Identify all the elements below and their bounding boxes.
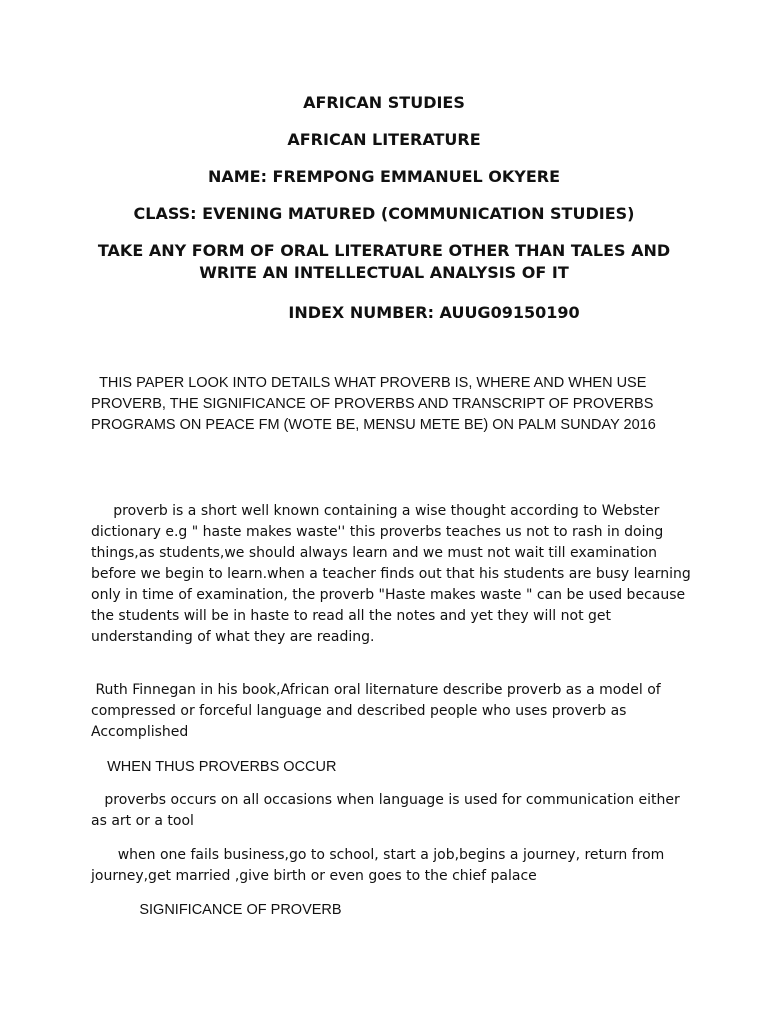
when-heading: WHEN THUS PROVERBS OCCUR <box>91 759 337 775</box>
course-subtitle: AFRICAN LITERATURE <box>287 130 481 149</box>
course-title: AFRICAN STUDIES <box>303 93 465 112</box>
student-name: NAME: FREMPONG EMMANUEL OKYERE <box>207 167 561 186</box>
occasions-paragraph: proverbs occurs on all occasions when language is used for communication either as art or a tool <box>91 792 685 829</box>
finnegan-paragraph: Ruth Finnegan in his book,African oral liternature describe proverb as a model of compressed or forceful language and described people who uses proverb as Accomplished <box>91 682 666 740</box>
index-number: INDEX NUMBER: AUUG09150190 <box>288 303 580 322</box>
significance-heading: SIGNIFICANCE OF PROVERB <box>91 902 342 918</box>
intro-paragraph: THIS PAPER LOOK INTO DETAILS WHAT PROVERB IS, WHERE AND WHEN USE PROVERB, THE SIGNIFICANCE OF PROVERBS AND TRANSCRIPT OF PROVERBS PROGRAMS ON PEACE FM (WOTE BE, MENSU METE BE) ON PALM SUNDAY 2016 <box>91 375 658 433</box>
student-class: CLASS: EVENING MATURED (COMMUNICATION STUDIES) <box>133 204 635 223</box>
definition-paragraph: proverb is a short well known containing a wise thought according to Webster dictionary e.g " haste makes waste'' this proverbs teaches us not to rash in doing things,as students,we should always learn and we must not wait till examination before we begin to learn.when a teacher finds out that his students are busy learning only in time of examination, the proverb "Haste makes waste " can be used because the students will be in haste to read all the notes and yet they will not get understanding of what they are reading. <box>91 503 696 645</box>
assignment-question: TAKE ANY FORM OF ORAL LITERATURE OTHER THAN TALES AND WRITE AN INTELLECTUAL ANALYSIS OF IT <box>97 241 671 282</box>
examples-paragraph: when one fails business,go to school, start a job,begins a journey, return from journey,get married ,give birth or even goes to the chief palace <box>91 847 669 884</box>
